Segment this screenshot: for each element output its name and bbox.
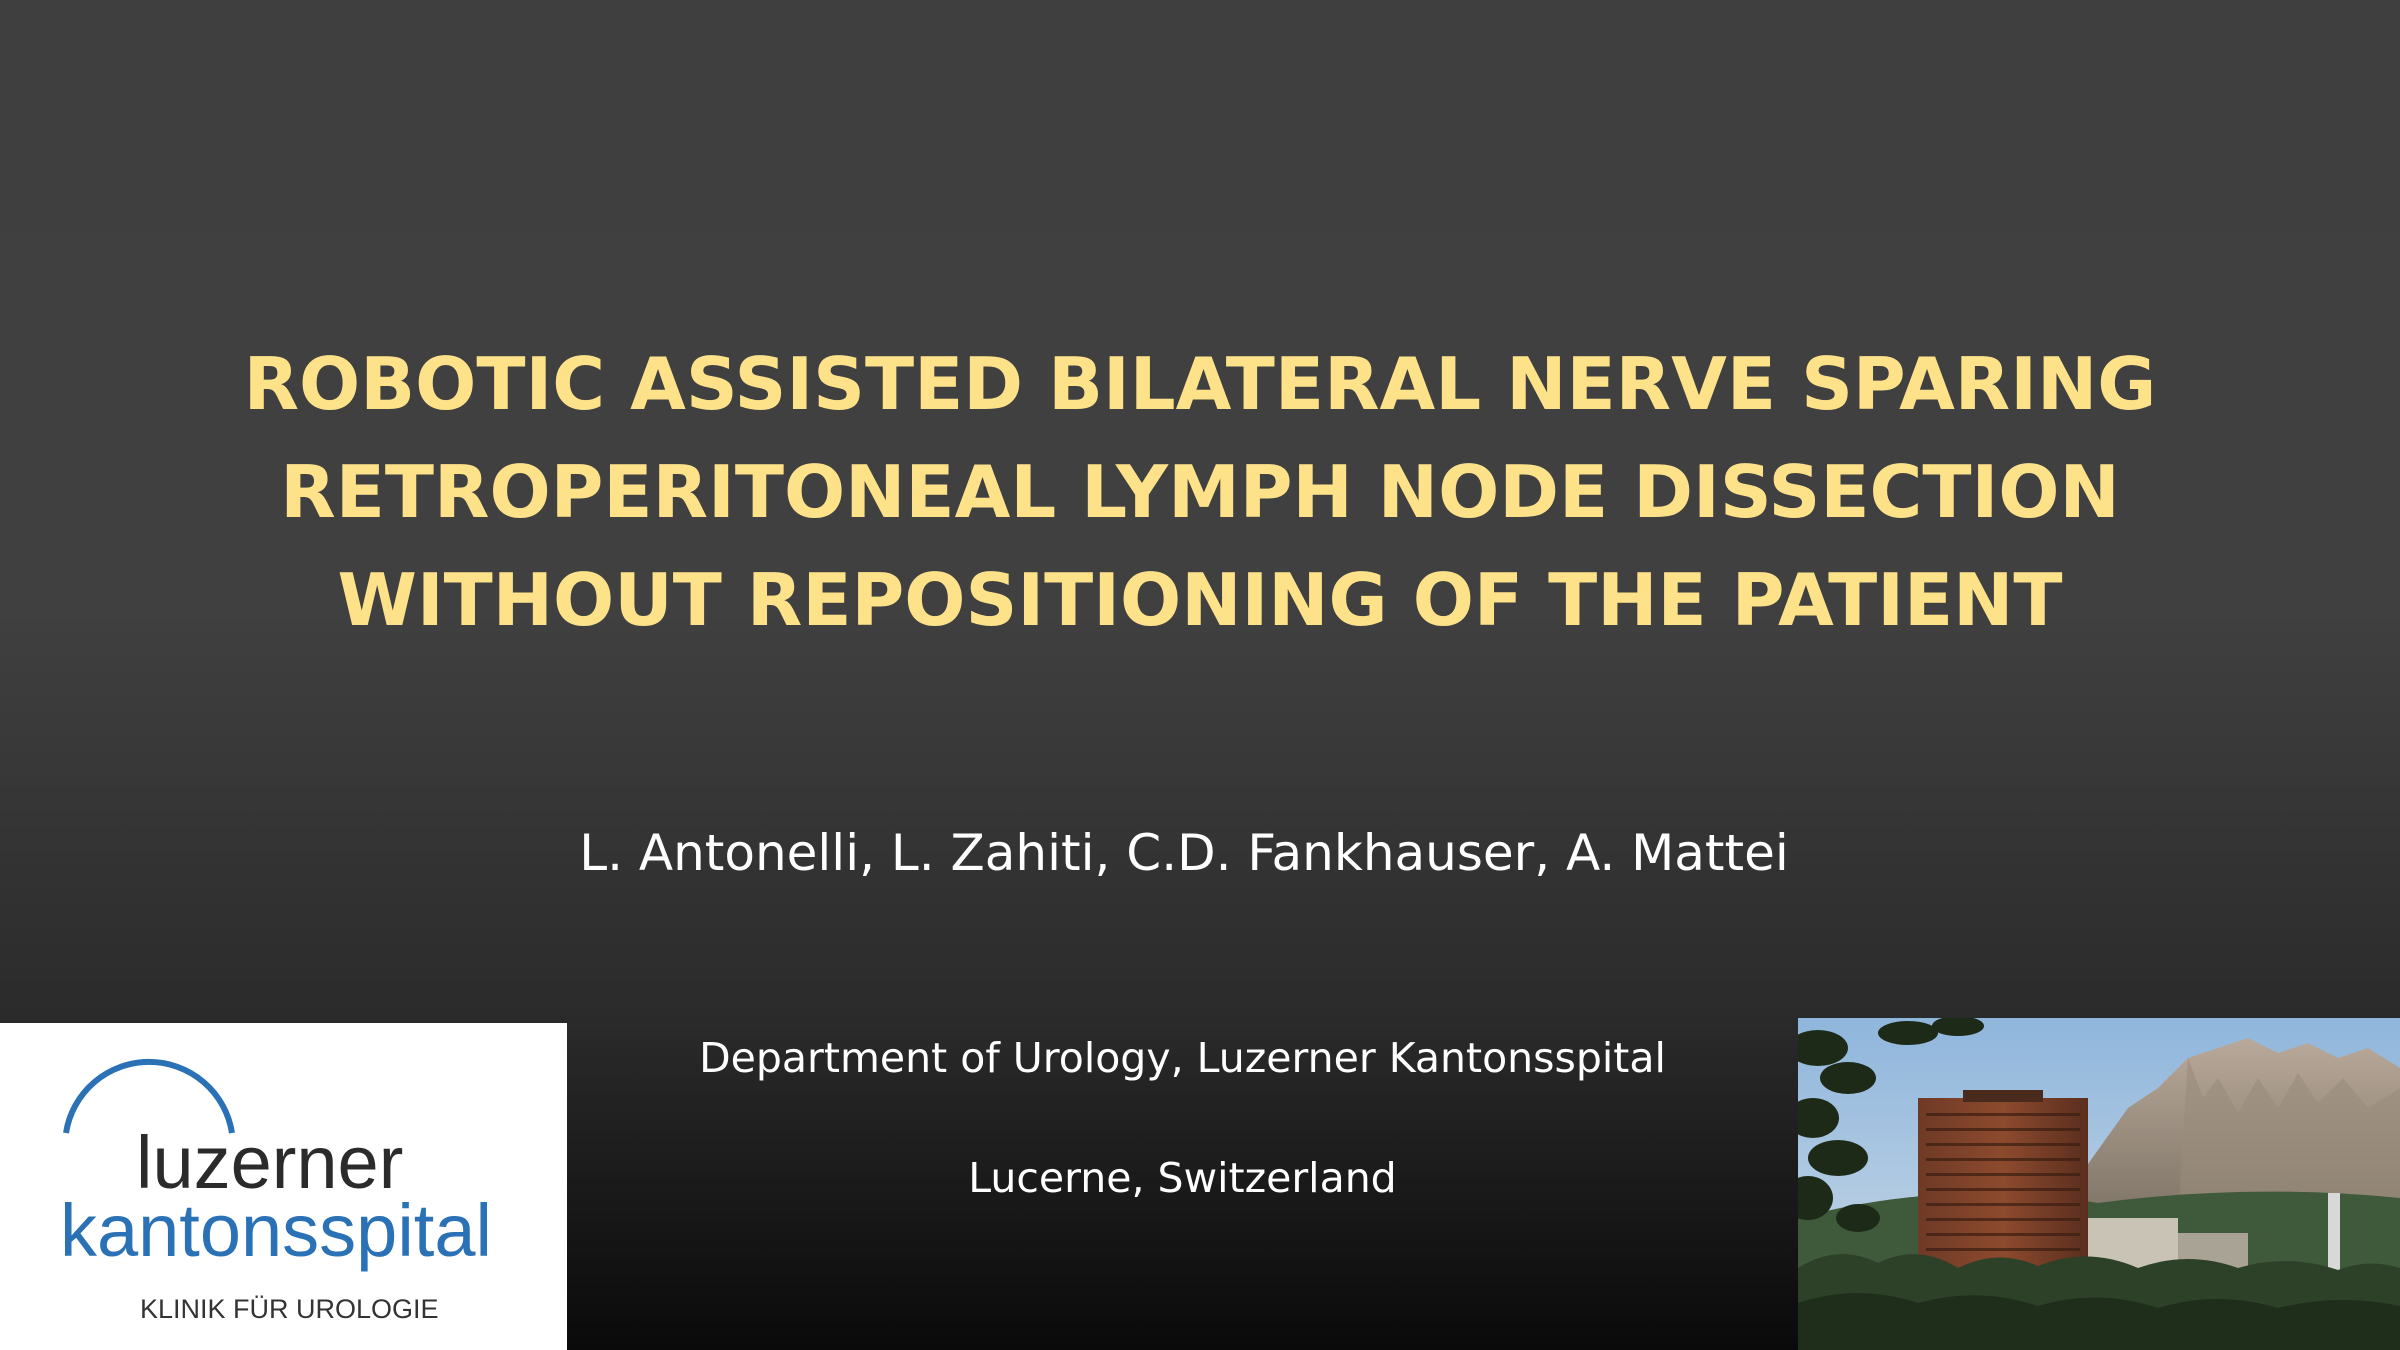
title-line-3: WITHOUT REPOSITIONING OF THE PATIENT — [337, 558, 2063, 642]
authors-line: L. Antonelli, L. Zahiti, C.D. Fankhauser, A. Mattei — [579, 824, 1789, 882]
slide-title — [200, 330, 2200, 654]
hospital-building-image — [1798, 1018, 2400, 1350]
logo-word-kantonsspital: kantonsspital — [60, 1189, 492, 1272]
hospital-logo — [0, 1023, 567, 1350]
logo-subtitle: KLINIK FÜR UROLOGIE — [140, 1294, 439, 1324]
department-line: Department of Urology, Luzerner Kantonsspital — [699, 1034, 1666, 1082]
location-line: Lucerne, Switzerland — [968, 1154, 1397, 1202]
logo-word-luzerner: luzerner — [136, 1121, 404, 1204]
hospital-photo — [1798, 1018, 2400, 1350]
title-line-2: RETROPERITONEAL LYMPH NODE DISSECTION — [280, 450, 2120, 534]
title-line-1: ROBOTIC ASSISTED BILATERAL NERVE SPARING — [243, 342, 2157, 426]
